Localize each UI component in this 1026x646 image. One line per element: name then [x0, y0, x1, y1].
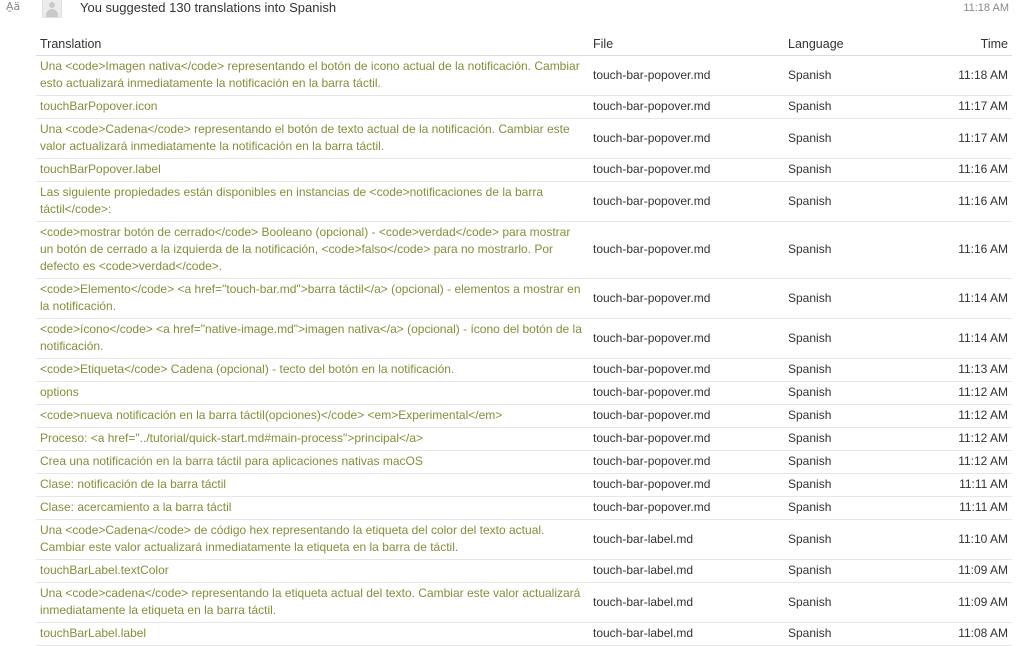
- language-cell: Spanish: [784, 520, 924, 560]
- language-cell: Spanish: [784, 96, 924, 119]
- language-cell: Spanish: [784, 56, 924, 96]
- language-cell: Spanish: [784, 279, 924, 319]
- table-row: [36, 474, 1012, 497]
- table-row: [36, 222, 1012, 279]
- file-cell: touch-bar-label.md: [589, 583, 784, 623]
- table-row: [36, 405, 1012, 428]
- translation-cell[interactable]: options: [36, 382, 589, 405]
- avatar: [42, 0, 62, 18]
- table-row: [36, 497, 1012, 520]
- table-row: [36, 119, 1012, 159]
- file-cell: touch-bar-popover.md: [589, 405, 784, 428]
- table-row: [36, 382, 1012, 405]
- translation-cell[interactable]: touchBarLabel.textColor: [36, 560, 589, 583]
- translation-cell[interactable]: Las siguiente propiedades están disponibles en instancias de <code>notificaciones de la barra táctil</code>:: [36, 182, 589, 222]
- table-row: [36, 428, 1012, 451]
- column-header-time: Time: [924, 34, 1012, 56]
- notification-time: 11:18 AM: [963, 2, 1009, 14]
- table-row: [36, 623, 1012, 646]
- translation-cell[interactable]: Una <code>Cadena</code> de código hex representando la etiqueta del color del texto actual. Cambiar este valor actualizará inmediatamente la etiqueta en la barra de táctil.: [36, 520, 589, 560]
- translation-cell[interactable]: Proceso: <a href="../tutorial/quick-start.md#main-process">principal</a>: [36, 428, 589, 451]
- time-cell: 11:14 AM: [924, 279, 1012, 319]
- file-cell: touch-bar-popover.md: [589, 451, 784, 474]
- file-cell: touch-bar-label.md: [589, 623, 784, 646]
- translation-cell[interactable]: <code>nueva notificación en la barra táctil(opciones)</code> <em>Experimental</em>: [36, 405, 589, 428]
- file-cell: touch-bar-label.md: [589, 520, 784, 560]
- time-cell: 11:17 AM: [924, 119, 1012, 159]
- translation-cell[interactable]: <code>Elemento</code> <a href="touch-bar.md">barra táctil</a> (opcional) - elementos a mostrar en la notificación.: [36, 279, 589, 319]
- language-cell: Spanish: [784, 159, 924, 182]
- file-cell: touch-bar-popover.md: [589, 279, 784, 319]
- translations-table: [36, 34, 1012, 646]
- translation-cell[interactable]: Clase: notificación de la barra táctil: [36, 474, 589, 497]
- translation-cell[interactable]: touchBarPopover.icon: [36, 96, 589, 119]
- table-row: [36, 56, 1012, 96]
- time-cell: 11:11 AM: [924, 497, 1012, 520]
- translation-cell[interactable]: touchBarPopover.label: [36, 159, 589, 182]
- file-cell: touch-bar-popover.md: [589, 222, 784, 279]
- file-cell: touch-bar-popover.md: [589, 96, 784, 119]
- avatar-head-shape: [49, 2, 55, 8]
- file-cell: touch-bar-popover.md: [589, 359, 784, 382]
- notification-headline: You suggested 130 translations into Spanish: [80, 0, 337, 15]
- table-row: [36, 520, 1012, 560]
- language-cell: Spanish: [784, 319, 924, 359]
- file-cell: touch-bar-label.md: [589, 560, 784, 583]
- time-cell: 11:11 AM: [924, 474, 1012, 497]
- time-cell: 11:17 AM: [924, 96, 1012, 119]
- translation-cell[interactable]: Una <code>Imagen nativa</code> representando el botón de icono actual de la notificación. Cambiar esto actualizará inmediatamente la notificación en la barra táctil.: [36, 56, 589, 96]
- language-cell: Spanish: [784, 119, 924, 159]
- language-cell: Spanish: [784, 497, 924, 520]
- table-body: [36, 56, 1012, 646]
- file-cell: touch-bar-popover.md: [589, 428, 784, 451]
- time-cell: 11:12 AM: [924, 451, 1012, 474]
- language-cell: Spanish: [784, 560, 924, 583]
- language-cell: Spanish: [784, 428, 924, 451]
- time-cell: 11:12 AM: [924, 428, 1012, 451]
- language-cell: Spanish: [784, 474, 924, 497]
- language-cell: Spanish: [784, 382, 924, 405]
- file-cell: touch-bar-popover.md: [589, 474, 784, 497]
- file-cell: touch-bar-popover.md: [589, 119, 784, 159]
- time-cell: 11:12 AM: [924, 405, 1012, 428]
- file-cell: touch-bar-popover.md: [589, 56, 784, 96]
- table-row: [36, 159, 1012, 182]
- column-header-language: Language: [784, 34, 924, 56]
- file-cell: touch-bar-popover.md: [589, 497, 784, 520]
- translation-cell[interactable]: <code>mostrar botón de cerrado</code> Booleano (opcional) - <code>verdad</code> para mostrar un botón de cerrado a la izquierda de la notificación, <code>falso</code> para no mostrarlo. Por defecto es <code>verdad</code>.: [36, 222, 589, 279]
- table-row: [36, 279, 1012, 319]
- file-cell: touch-bar-popover.md: [589, 319, 784, 359]
- translation-cell[interactable]: Crea una notificación en la barra táctil para aplicaciones nativas macOS: [36, 451, 589, 474]
- table-row: [36, 359, 1012, 382]
- time-cell: 11:08 AM: [924, 623, 1012, 646]
- column-header-translation: Translation: [36, 34, 589, 56]
- time-cell: 11:16 AM: [924, 159, 1012, 182]
- translation-cell[interactable]: <code>Etiqueta</code> Cadena (opcional) - tecto del botón en la notificación.: [36, 359, 589, 382]
- time-cell: 11:12 AM: [924, 382, 1012, 405]
- table-row: [36, 560, 1012, 583]
- language-cell: Spanish: [784, 359, 924, 382]
- language-cell: Spanish: [784, 182, 924, 222]
- time-cell: 11:14 AM: [924, 319, 1012, 359]
- language-cell: Spanish: [784, 451, 924, 474]
- file-cell: touch-bar-popover.md: [589, 159, 784, 182]
- time-cell: 11:13 AM: [924, 359, 1012, 382]
- time-cell: 11:16 AM: [924, 182, 1012, 222]
- language-cell: Spanish: [784, 583, 924, 623]
- file-cell: touch-bar-popover.md: [589, 182, 784, 222]
- time-cell: 11:09 AM: [924, 583, 1012, 623]
- table-row: [36, 451, 1012, 474]
- time-cell: 11:16 AM: [924, 222, 1012, 279]
- column-header-file: File: [589, 34, 784, 56]
- language-cell: Spanish: [784, 405, 924, 428]
- table-row: [36, 583, 1012, 623]
- time-cell: 11:09 AM: [924, 560, 1012, 583]
- table-row: [36, 96, 1012, 119]
- table-row: [36, 182, 1012, 222]
- time-cell: 11:10 AM: [924, 520, 1012, 560]
- translation-cell[interactable]: touchBarLabel.label: [36, 623, 589, 646]
- table-header-row: [36, 34, 1012, 56]
- time-cell: 11:18 AM: [924, 56, 1012, 96]
- language-cell: Spanish: [784, 623, 924, 646]
- translation-cell[interactable]: Una <code>Cadena</code> representando el botón de texto actual de la notificación. Cambiar este valor actualizará inmediatamente la notificación en la barra táctil.: [36, 119, 589, 159]
- language-cell: Spanish: [784, 222, 924, 279]
- avatar-body-shape: [46, 9, 58, 18]
- translation-cell[interactable]: Una <code>cadena</code> representando la etiqueta actual del texto. Cambiar este valor actualizará inmediatamente la etiqueta en la barra táctil.: [36, 583, 589, 623]
- file-cell: touch-bar-popover.md: [589, 382, 784, 405]
- translation-cell[interactable]: <code>ícono</code> <a href="native-image.md">imagen nativa</a> (opcional) - ícono del botón de la notificación.: [36, 319, 589, 359]
- translate-icon: A̱ä: [6, 0, 21, 13]
- translation-cell[interactable]: Clase: acercamiento a la barra táctil: [36, 497, 589, 520]
- table-row: [36, 319, 1012, 359]
- notification-header: [0, 0, 1026, 20]
